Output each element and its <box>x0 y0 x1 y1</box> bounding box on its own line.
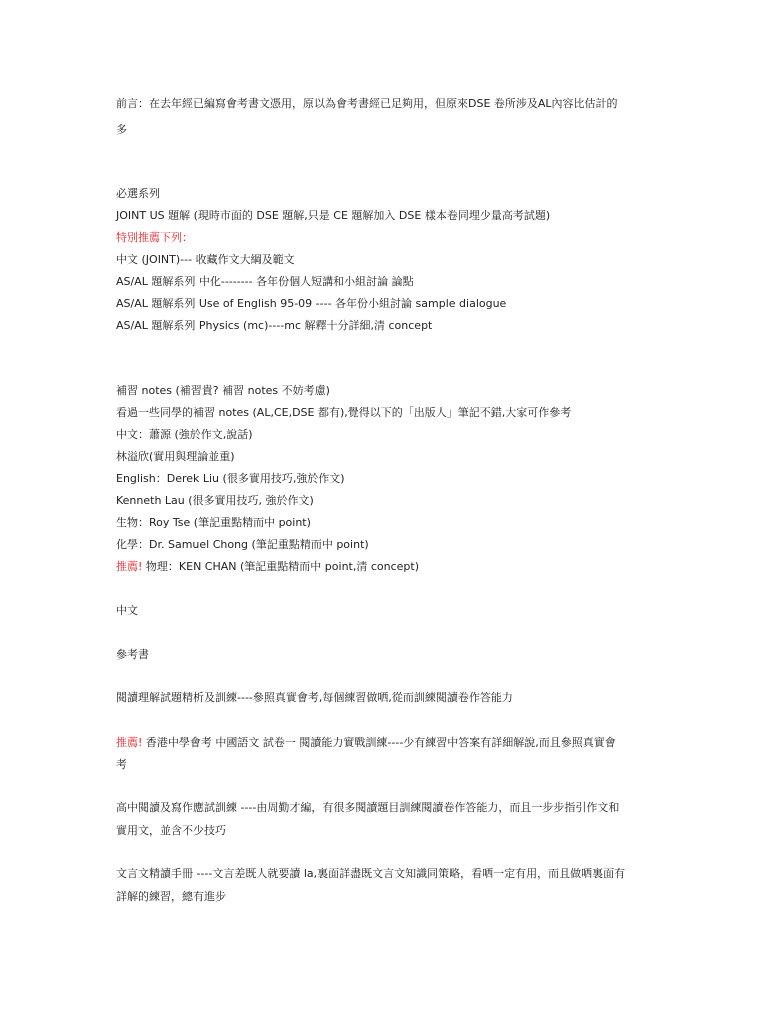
tutoring-intro: 看過一些同學的補習 notes (AL,CE,DSE 都有),覺得以下的「出版人」筆記不錯,大家可作參考 <box>116 406 572 419</box>
book-item: 閱讀理解試題精析及訓練----參照真實會考,每個練習做哂,從而訓練閱讀卷作答能力 <box>116 691 513 704</box>
tutor-item: 化學：Dr. Samuel Chong (筆記重點精而中 point) <box>116 538 369 551</box>
book-item-recommended <box>116 736 616 750</box>
tutor-item: English：Derek Liu (很多實用技巧,強於作文) <box>116 472 345 485</box>
tutor-item: Kenneth Lau (很多實用技巧, 強於作文) <box>116 494 314 507</box>
tutor-physics-line <box>116 560 419 574</box>
special-recommend-label: 特別推薦下列： <box>116 231 193 244</box>
tutor-physics-text: 物理：KEN CHAN (筆記重點精而中 point,清 concept) <box>142 560 419 573</box>
preface-line-2: 多 <box>116 123 127 136</box>
compulsory-item: AS/AL 題解系列 Physics (mc)----mc 解釋十分詳細,清 concept <box>116 319 433 332</box>
book-item-continuation: 考 <box>116 758 127 771</box>
recommend-tag: 推薦! <box>116 560 143 573</box>
tutor-item: 生物：Roy Tse (筆記重點精而中 point) <box>116 516 311 529</box>
tutoring-heading: 補習 notes (補習貴? 補習 notes 不妨考慮) <box>116 384 330 397</box>
compulsory-item: AS/AL 題解系列 Use of English 95-09 ---- 各年份小組討論 sample dialogue <box>116 297 507 310</box>
tutor-item: 中文：蕭源 (強於作文,說話) <box>116 428 253 441</box>
reference-books-heading: 參考書 <box>116 648 149 661</box>
book-item: 高中閱讀及寫作應試訓練 ----由周勤才編，有很多閱讀題目訓練閱讀卷作答能力，而且一步步指引作文和 <box>116 801 620 814</box>
book-item-continuation: 詳解的練習，總有進步 <box>116 890 226 903</box>
book-text: 香港中學會考 中國語文 試卷一 閱讀能力實戰訓練----少有練習中答案有詳細解說,而且參照真實會 <box>142 736 616 749</box>
joint-us-line: JOINT US 題解 (現時市面的 DSE 題解,只是 CE 題解加入 DSE 樣本卷同埋少量高考試題) <box>116 209 551 222</box>
tutor-item: 林溢欣(實用與理論並重) <box>116 450 235 463</box>
compulsory-item: AS/AL 題解系列 中化-------- 各年份個人短講和小組討論 論點 <box>116 275 414 288</box>
recommend-tag: 推薦! <box>116 736 143 749</box>
chinese-heading: 中文 <box>116 604 138 617</box>
book-item-continuation: 實用文，並含不少技巧 <box>116 824 226 837</box>
book-item: 文言文精讀手冊 ----文言差既人就要讀 la,裏面詳盡既文言文知識同策略，看哂一定有用，而且做哂裏面有 <box>116 867 626 880</box>
compulsory-item: 中文 (JOINT)--- 收藏作文大綱及範文 <box>116 253 295 266</box>
compulsory-heading: 必選系列 <box>116 187 160 200</box>
preface-line-1: 前言：在去年經已編寫會考書文憑用，原以為會考書經已足夠用，但原來DSE 卷所涉及AL內容比估計的 <box>116 97 618 110</box>
